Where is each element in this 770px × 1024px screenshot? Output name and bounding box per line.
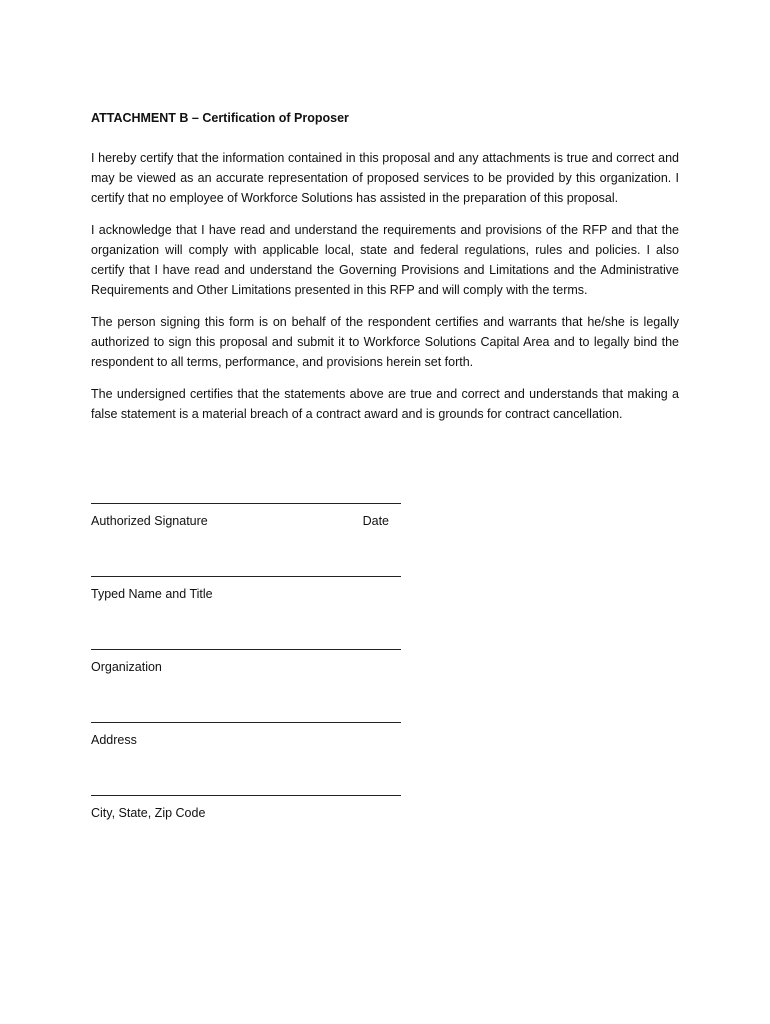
organization-block: [91, 649, 411, 675]
paragraph-undersigned: The undersigned certifies that the statements above are true and correct and understands that making a false statement is a material breach of a contract award and is grounds for contract cancellation.: [91, 387, 679, 421]
paragraph-certification: I hereby certify that the information contained in this proposal and any attachments is true and correct and may be viewed as an accurate representation of proposed services to be provided by this organization. I certify that no employee of Workforce Solutions has assisted in the preparation of this proposal.: [91, 151, 679, 205]
address-block: [91, 722, 411, 748]
city-state-zip-line[interactable]: [91, 795, 401, 796]
typed-name-block: [91, 576, 411, 602]
date-label: Date: [362, 514, 389, 528]
signature-label-row: [91, 513, 389, 529]
organization-label: Organization: [91, 660, 162, 674]
document-title: ATTACHMENT B – Certification of Proposer: [91, 111, 349, 125]
signature-line[interactable]: [91, 503, 401, 504]
typed-name-title-label: Typed Name and Title: [91, 587, 213, 601]
typed-name-line[interactable]: [91, 576, 401, 577]
organization-line[interactable]: [91, 649, 401, 650]
city-state-zip-label: City, State, Zip Code: [91, 806, 206, 820]
signature-date-block: [91, 503, 411, 529]
authorized-signature-label: Authorized Signature: [91, 514, 208, 528]
document-body: [91, 108, 679, 436]
paragraph-acknowledgement: I acknowledge that I have read and understand the requirements and provisions of the RFP and that the organization will comply with applicable local, state and federal regulations, rules and policies. I also certify that I have read and understand the Governing Provisions and Limitations and the Administrative Requirements and Other Limitations presented in this RFP and will comply with the terms.: [91, 223, 679, 297]
address-label: Address: [91, 733, 137, 747]
city-state-zip-block: [91, 795, 411, 821]
paragraph-authority: The person signing this form is on behalf of the respondent certifies and warrants that he/she is legally authorized to sign this proposal and submit it to Workforce Solutions Capital Area and to legally bind the respondent to all terms, performance, and provisions herein set forth.: [91, 315, 679, 369]
address-line[interactable]: [91, 722, 401, 723]
